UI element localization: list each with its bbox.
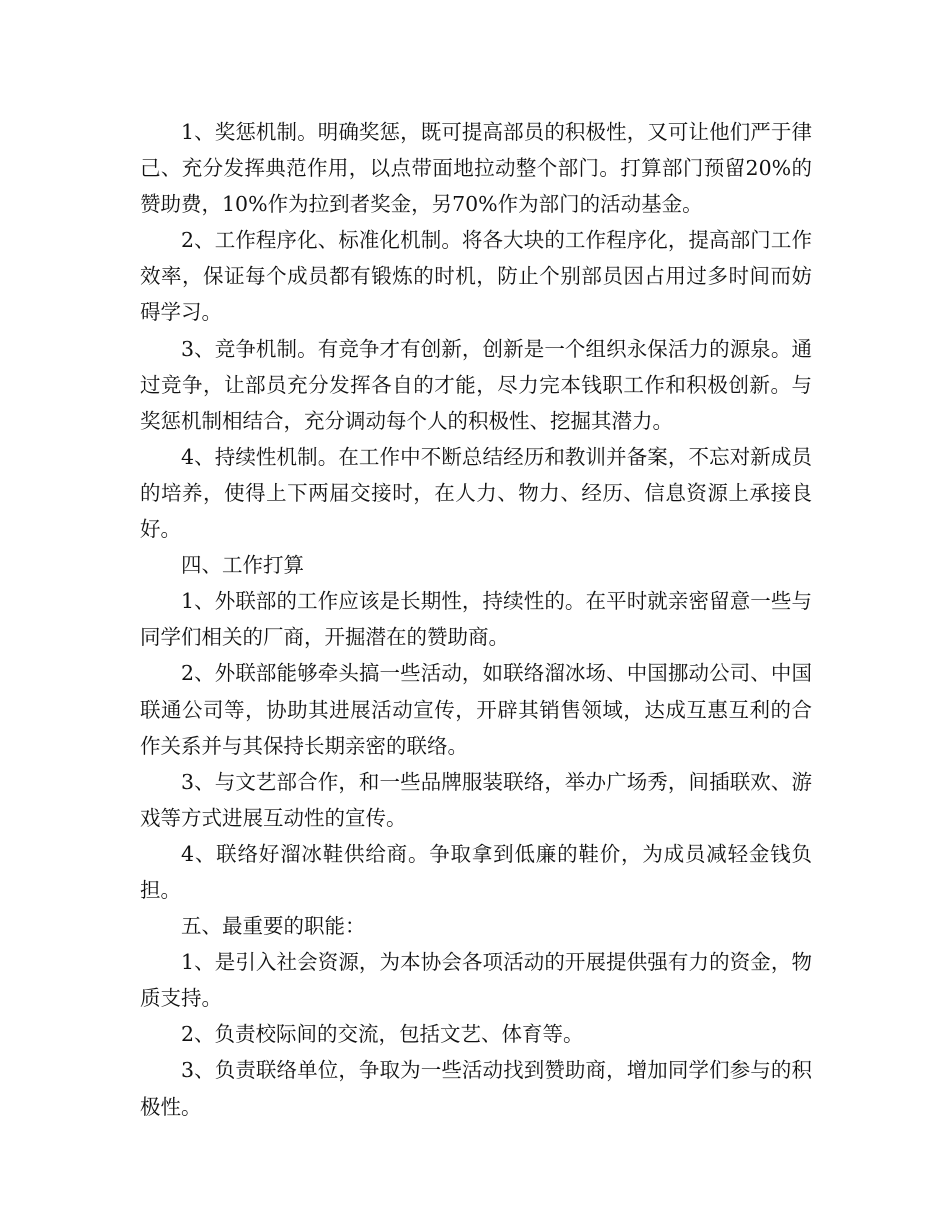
- paragraph-reward-mechanism: 1、奖惩机制。明确奖惩，既可提高部员的积极性，又可让他们严于律己、充分发挥典范作用，以点带面地拉动整个部门。打算部门预留20%的赞助费，10%作为拉到者奖金，另70%作为部门的活动基金。: [140, 120, 812, 217]
- paragraph-competition-mechanism: 3、竞争机制。有竞争才有创新，创新是一个组织永保活力的源泉。通过竞争，让部员充分发挥各自的才能，尽力完本钱职工作和积极创新。与奖惩机制相结合，充分调动每个人的积极性、挖掘其潜力。: [140, 336, 812, 433]
- paragraph-standardization-mechanism: 2、工作程序化、标准化机制。将各大块的工作程序化，提高部门工作效率，保证每个成员都有锻炼的时机，防止个别部员因占用过多时间而妨碍学习。: [140, 228, 812, 325]
- paragraph-plan-4: 4、联络好溜冰鞋供给商。争取拿到低廉的鞋价，为成员减轻金钱负担。: [140, 841, 812, 902]
- section-heading-key-functions: 五、最重要的职能：: [181, 914, 366, 939]
- paragraph-continuity-mechanism: 4、持续性机制。在工作中不断总结经历和教训并备案，不忘对新成员的培养，使得上下两届交接时，在人力、物力、经历、信息资源上承接良好。: [140, 444, 812, 542]
- paragraph-plan-1: 1、外联部的工作应该是长期性，持续性的。在平时就亲密留意一些与同学们相关的厂商，开掘潜在的赞助商。: [140, 589, 812, 650]
- paragraph-plan-2: 2、外联部能够牵头搞一些活动，如联络溜冰场、中国挪动公司、中国联通公司等，协助其进展活动宣传，开辟其销售领域，达成互惠互利的合作关系并与其保持长期亲密的联络。: [140, 661, 812, 758]
- paragraph-function-1: 1、是引入社会资源，为本协会各项活动的开展提供强有力的资金，物质支持。: [140, 950, 812, 1011]
- section-heading-work-plan: 四、工作打算: [181, 553, 304, 578]
- paragraph-function-3: 3、负责联络单位，争取为一些活动找到赞助商，增加同学们参与的积极性。: [140, 1058, 812, 1119]
- paragraph-plan-3: 3、与文艺部合作，和一些品牌服装联络，举办广场秀，间插联欢、游戏等方式进展互动性的宣传。: [140, 769, 812, 830]
- paragraph-function-2: 2、负责校际间的交流，包括文艺、体育等。: [181, 1022, 584, 1047]
- document-body: [140, 114, 812, 1125]
